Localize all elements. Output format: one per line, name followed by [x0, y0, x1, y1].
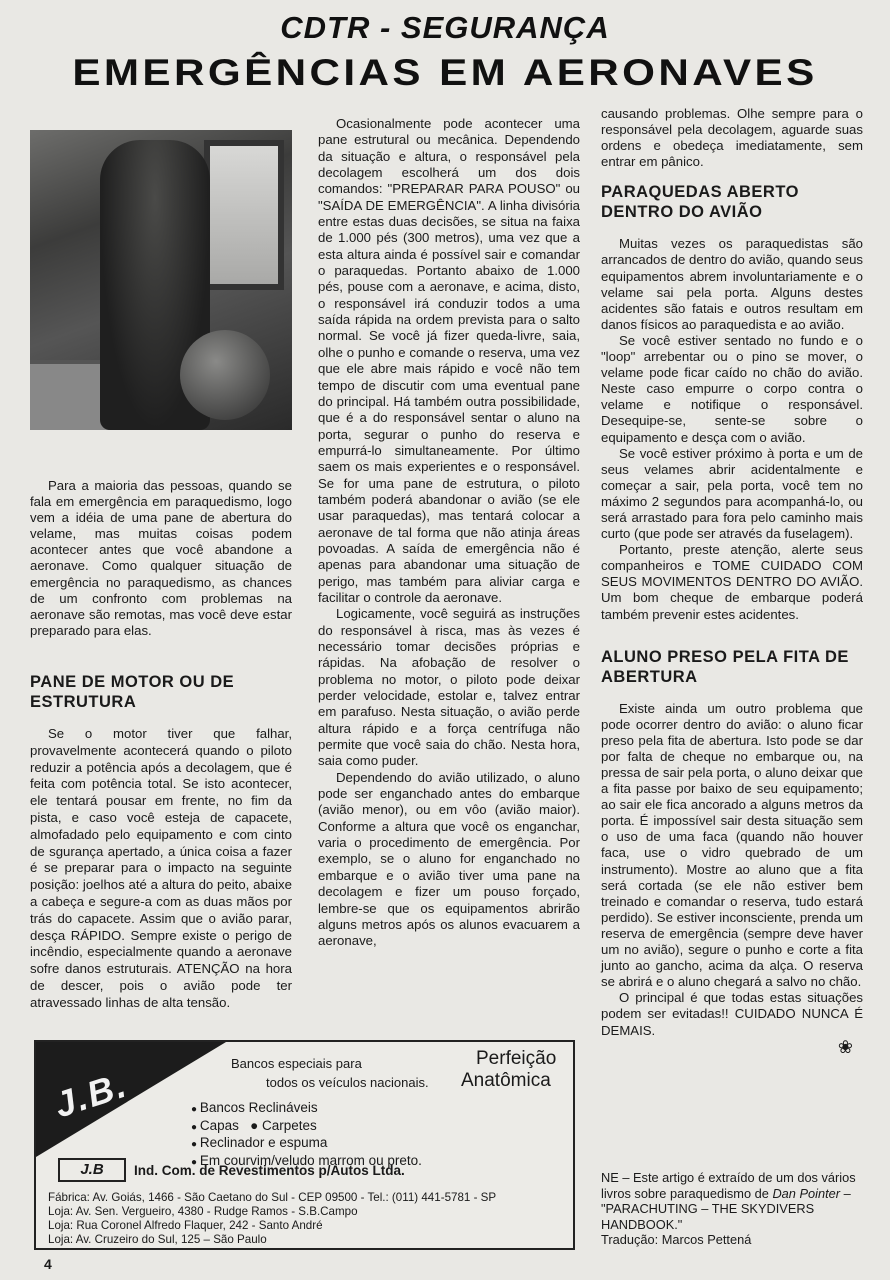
paragraph: causando problemas. Olhe sempre para o responsável pela decolagem, aguarde suas ordens e obedeça imediatamente, sem entrar em pânico. — [601, 106, 863, 170]
author-name: Dan Pointer — [772, 1185, 841, 1201]
paragraph: Existe ainda um outro problema que pode ocorrer dentro do avião: o aluno ficar preso pela fita de abertura. Isto pode se dar por falta de cheque no embarque ou, na pressa de sair pela porta, o aluno deixar que a fita passe por baixo de seu equipamento; ao sair ele fica ancorado a alguns metros da porta. É impossível sair desta situação sem o uso de uma faca (quando não houver faca, use o vidro quebrado de um instrumento). Mostre ao aluno que a fita será cortada (se ele não estiver bem treinado e comandar o reserva, tudo estará perdido). Se estiver inconsciente, prenda um reserva de emergência (sempre deve haver um no avião), segure o punho e corte a fita junto ao gancho, acima da alça. O reserva se abrirá e o aluno chegará a salvo no chão. — [601, 700, 863, 990]
article-headline: EMERGÊNCIAS EM AERONAVES — [72, 52, 818, 93]
note-text: NE – Este artigo é extraído de um dos vários livros sobre paraquedismo de — [601, 1170, 856, 1201]
section-heading-static-line: ALUNO PRESO PELA FITA DE ABERTURA — [601, 647, 849, 686]
book-title: – "PARACHUTING – THE SKYDIVERS HANDBOOK." — [601, 1185, 851, 1232]
ad-item: ● Reclinador e espuma — [191, 1135, 422, 1153]
section-heading-engine-failure: PANE DE MOTOR OU DE ESTRUTURA — [30, 673, 235, 711]
jb-small-logo: J.B — [58, 1158, 126, 1182]
paragraph: Logicamente, você seguirá as instruções do responsável à risca, mas às vezes é necessário tomar decisões próprias e rápidas. Na afobação de resolver o problema no motor, o piloto pode deixar perder velocidade, estolar e, talvez entrar em parafuso. Nesta situação, o avião perde altura rápido e a força centrífuga não permite que você saia do chão. Nesta hora, saia como puder. — [318, 606, 580, 769]
ad-address: Fábrica: Av. Goiás, 1466 - São Caetano do Sul - CEP 09500 - Tel.: (011) 441-5781 - SP — [48, 1191, 497, 1204]
translator-credit: Tradução: Marcos Pettená — [601, 1232, 752, 1247]
ad-item: ● Em courvim/veludo marrom ou preto. — [191, 1153, 422, 1171]
ad-tagline-2: todos os veículos nacionais. — [266, 1075, 429, 1090]
column-1-section — [30, 672, 292, 712]
ad-item: ● Bancos Reclináveis — [191, 1100, 422, 1118]
section-heading-open-parachute: PARAQUEDAS ABERTO DENTRO DO AVIÃO — [601, 183, 799, 222]
advertisement — [34, 1040, 575, 1250]
paragraph: O principal é que todas estas situações podem ser evitadas!! CUIDADO NUNCA É DEMAIS. — [601, 990, 863, 1038]
column-3 — [601, 106, 863, 1057]
section-kicker: CDTR - SEGURANÇA — [280, 10, 610, 45]
aircraft-window — [204, 140, 284, 290]
paragraph: Portanto, preste atenção, alerte seus companheiros e TOME CUIDADO COM SEUS MOVIMENTOS DENTRO DO AVIÃO. Um bom cheque de embarque poderá também prevenir estes acidentes. — [601, 542, 863, 622]
skydiver-in-aircraft-photo — [30, 130, 292, 430]
ad-tagline-1: Bancos especiais para — [231, 1056, 362, 1071]
paragraph: Dependendo do avião utilizado, o aluno pode ser enganchado antes do embarque (avião menor), ou em vôo (avião maior). Conforme a altura que você os enganchar, varia o procedimento de emergência. Por exemplo, se o aluno for enganchado no embarque e o avião tiver uma pane na decolagem e fizer um pouso forçado, lembre-se que os equipamentos abrirão alguns metros após os alunos evacuarem a aeronave, — [318, 769, 580, 949]
paragraph: Se o motor tiver que falhar, provavelmente acontecerá quando o piloto reduzir a potência após a decolagem, que é feita com potência total. Se isto acontecer, ele tentará pousar em frente, no fim da pista, e caso você esteja de capacete, almofadado pelo equipamento e com cinto de sgurança apertado, a única coisa a fazer é se preparar para o impacto na seguinte posição: joelhos até a altura do peito, abaixe a cabeça e segure-a com as duas mãos por trás do capacete. Assim que o avião parar, desça RÁPIDO. Sempre existe o perigo de incêndio, especialmente quando a aeronave sofre danos estruturais. ATENÇÃO na hora de descer, pois o avião pode ter atravessado linhas de alta tensão. — [30, 726, 292, 1010]
intro-paragraph: Para a maioria das pessoas, quando se fala em emergência em paraquedismo, logo vem a idéia de uma pane de abertura do velame, mas muitas coisas podem acontecer antes que você abandone a aeronave. Como qualquer situação de emergência no paraquedismo, as chances de um confronto com problemas na aeronave são remotas, mas você deve estar preparado para elas. — [30, 478, 292, 638]
ad-product-list — [191, 1100, 422, 1170]
paragraph: Muitas vezes os paraquedistas são arrancados de dentro do avião, quando seus equipamentos abrem involuntariamente e o velame sai pela porta. Alguns destes acidentes são fatais e outros resultam em danos físicos ao paraquedista e ao avião. — [601, 236, 863, 332]
ad-address: Loja: Av. Sen. Vergueiro, 4380 - Rudge Ramos - S.B.Campo — [48, 1205, 358, 1218]
ad-company-name: Ind. Com. de Revestimentos p/Autos Ltda. — [134, 1163, 405, 1178]
paragraph: Ocasionalmente pode acontecer uma pane estrutural ou mecânica. Dependendo da situação e altura, o responsável pela decolagem escolherá um dos dois comandos: "PREPARAR PARA POUSO" ou "SAÍDA DE EMERGÊNCIA". A linha divisória entre estas duas decisões, se situa na faixa de 1.000 pés (300 metros), uma vez que a esta altura ainda é possível sair e comandar o paraquedas. Portanto abaixo de 1.000 pés, pouse com a aeronave, e acima, disto, o responsável irá conduzir todos a uma saída rápida na ordem prevista para o salto normal. Se você já fizer queda-livre, saia, olhe o punho e comande o reserva, uma vez que ele abre mais rápido e você não tem tempo de discutir com uma eventual pane do principal. Há também outra possibilidade, que é a do responsável sentar o aluno na porta, segurar o punho do reserva e empurrá-lo simultaneamente. Por último saem os mais experientes e o responsável. Se for uma pane de estrutura, o piloto também poderá abandonar o avião (se ele usar paraquedas), mas tentará colocar a aeronave de tal forma que não atinja áreas povoadas. A saída de emergência não é apenas para abandonar uma situação de perigo, mas também para aliviar carga e facilitar o controle da aeronave. — [318, 116, 580, 605]
helmet — [180, 330, 270, 420]
page-number: 4 — [44, 1256, 52, 1272]
column-1-body — [30, 726, 292, 1012]
ornament-icon: ❀ — [837, 1036, 853, 1057]
ad-slogan-2: Anatômica — [461, 1070, 551, 1091]
ad-item: ● Capas ● Carpetes — [191, 1118, 422, 1136]
column-2 — [318, 116, 580, 950]
paragraph: Se você estiver próximo à porta e um de seus velames abrir acidentalmente e começar a sair, pela porta, você tem no máximo 2 segundos para acompanhá-lo, ou será arrastado para fora pelo caminho mais curto (que pode ser através da fuselagem). — [601, 445, 863, 542]
ad-address: Loja: Av. Cruzeiro do Sul, 125 – São Paulo — [48, 1233, 267, 1246]
paragraph: Se você estiver sentado no fundo e o "loop" arrebentar ou o pino se mover, o velame pode ficar caído no chão do avião. Neste caso empurre o corpo contra o velame e notifique o responsável. Desequipe-se, sente-se sobre o equipamento e desça com o avião. — [601, 332, 863, 445]
ad-address: Loja: Rua Coronel Alfredo Flaquer, 242 - Santo André — [48, 1219, 323, 1232]
ad-slogan-1: Perfeição — [476, 1048, 557, 1069]
editor-note — [601, 1170, 863, 1248]
column-1 — [30, 478, 292, 639]
jb-logo: J.B. — [49, 1063, 133, 1126]
